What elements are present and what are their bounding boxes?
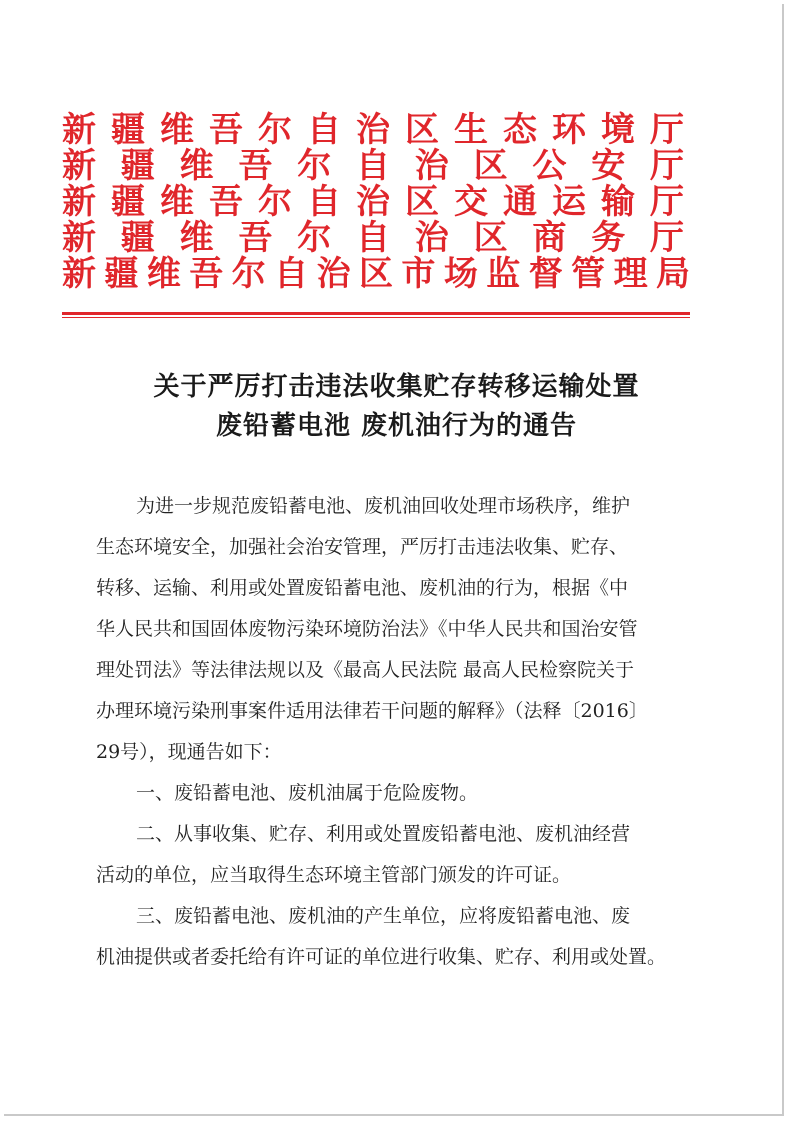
red-separator-line (62, 312, 690, 318)
agency-name-market-supervision: 新疆维吾尔自治区市场监督管理局 (62, 254, 690, 294)
body-line: 机油提供或者委托给有许可证的单位进行收集、贮存、利用或处置。 (96, 946, 667, 968)
agency-name-ecology: 新疆维吾尔自治区生态环境厅 (62, 110, 690, 150)
notice-item-3: 三、废铅蓄电池、废机油的产生单位，应将废铅蓄电池、废 (136, 905, 631, 927)
document-body (96, 486, 696, 978)
body-line: 理处罚法》等法律法规以及《最高人民法院 最高人民检察院关于 (96, 659, 635, 681)
body-line: 办理环境污染刑事案件适用法律若干问题的解释》（法释〔2016〕 (96, 700, 648, 722)
document-title-line-2: 废铅蓄电池 废机油行为的通告 (215, 411, 578, 441)
agency-name-public-security: 新疆维吾尔自治区公安厅 (62, 146, 690, 186)
body-line: 华人民共和国固体废物污染环境防治法》《中华人民共和国治安管 (96, 618, 638, 640)
notice-item-2: 二、从事收集、贮存、利用或处置废铅蓄电池、废机油经营 (136, 823, 631, 845)
agency-name-commerce: 新疆维吾尔自治区商务厅 (62, 218, 690, 258)
notice-item-1: 一、废铅蓄电池、废机油属于危险废物。 (136, 782, 479, 804)
agency-name-transport: 新疆维吾尔自治区交通运输厅 (62, 182, 690, 222)
body-line: 转移、运输、利用或处置废铅蓄电池、废机油的行为，根据《中 (96, 577, 629, 599)
body-line: 29号），现通告如下： (96, 741, 282, 763)
body-line: 为进一步规范废铅蓄电池、废机油回收处理市场秩序，维护 (136, 495, 631, 517)
body-line: 活动的单位，应当取得生态环境主管部门颁发的许可证。 (96, 864, 572, 886)
issuing-agencies-header (62, 112, 690, 292)
document-title-line-1: 关于严厉打击违法收集贮存转移运输处置 (153, 372, 640, 402)
body-line: 生态环境安全，加强社会治安管理，严厉打击违法收集、贮存、 (96, 536, 629, 558)
